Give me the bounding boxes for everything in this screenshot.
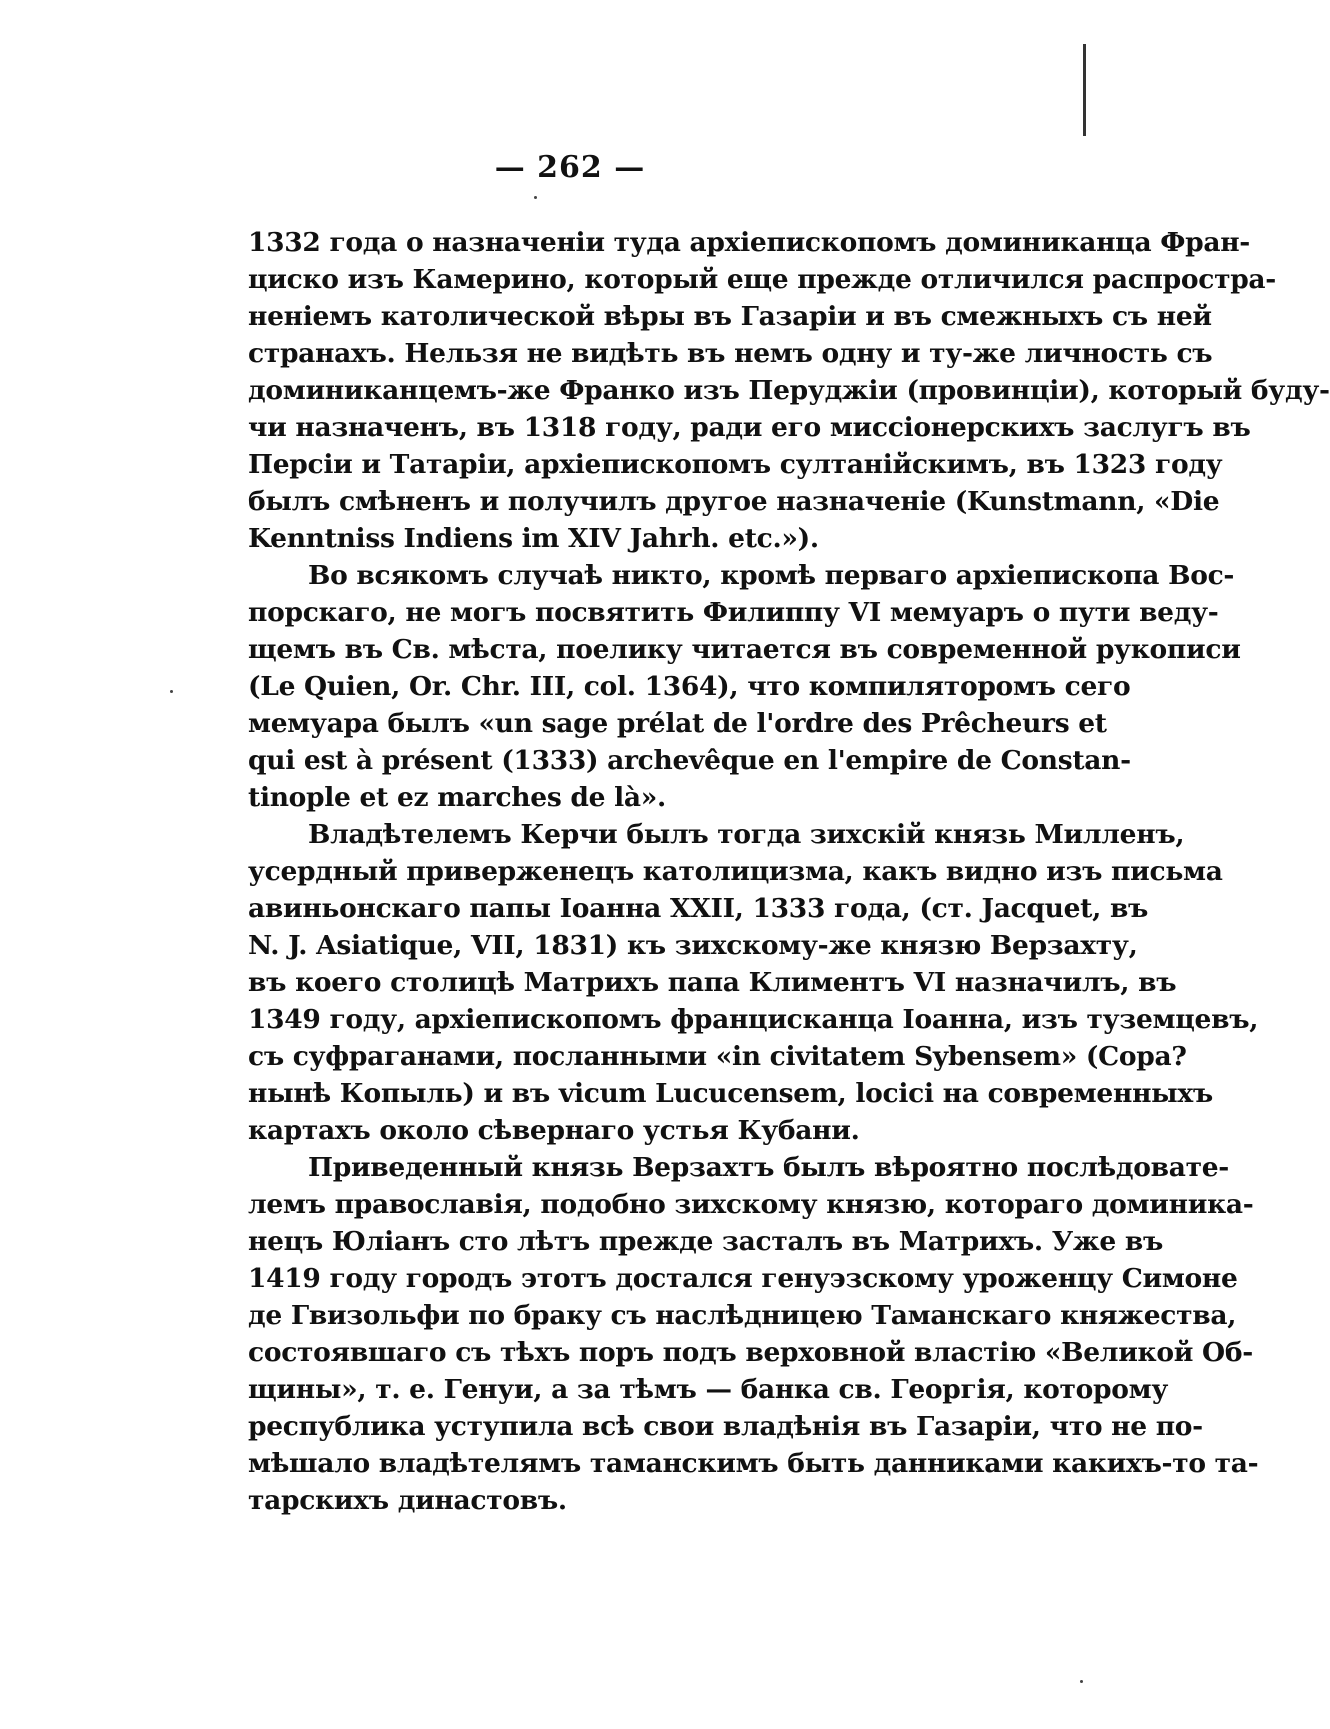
- text-line: съ суфраганами, посланными «in civitatem Sybensem» (Сора?: [248, 1041, 1187, 1072]
- text-line: тарскихъ династовъ.: [248, 1485, 567, 1516]
- ink-speck: [170, 690, 173, 693]
- text-line: былъ смѣненъ и получилъ другое назначеніе (Kunstmann, «Die: [248, 486, 1220, 517]
- text-line: неніемъ католической вѣры въ Газаріи и въ смежныхъ съ ней: [248, 301, 1212, 332]
- body-text: [248, 224, 1330, 1519]
- text-line: доминиканцемъ-же Франко изъ Перуджіи (провинціи), который буду-: [248, 375, 1330, 406]
- text-line: 1332 года о назначеніи туда архіепископомъ доминиканца Фран-: [248, 227, 1250, 258]
- text-line: порскаго, не могъ посвятить Филиппу VI мемуаръ о пути веду-: [248, 597, 1219, 628]
- text-line: республика уступила всѣ свои владѣнія въ Газаріи, что не по-: [248, 1411, 1203, 1442]
- text-line: картахъ около сѣвернаго устья Кубани.: [248, 1115, 860, 1146]
- text-line: tinople et ez marches de là».: [248, 782, 666, 813]
- text-line: состоявшаго съ тѣхъ поръ подъ верховной властію «Великой Об-: [248, 1337, 1253, 1368]
- text-line: мемуара былъ «un sage prélat de l'ordre des Prêcheurs et: [248, 708, 1107, 739]
- text-line: Во всякомъ случаѣ никто, кромѣ перваго архіепископа Вос-: [308, 560, 1235, 591]
- text-line: Владѣтелемъ Керчи былъ тогда зихскій князь Милленъ,: [308, 819, 1185, 850]
- text-line: Приведенный князь Верзахтъ былъ вѣроятно послѣдовате-: [308, 1152, 1229, 1183]
- page-number: — 262 —: [494, 150, 646, 185]
- ink-speck: [1080, 1680, 1083, 1683]
- text-line: щины», т. е. Генуи, а за тѣмъ — банка св. Георгія, которому: [248, 1374, 1169, 1405]
- text-line: чи назначенъ, въ 1318 году, ради его миссіонерскихъ заслугъ въ: [248, 412, 1251, 443]
- ink-speck: [534, 196, 537, 199]
- text-line: де Гвизольфи по браку съ наслѣдницею Таманскаго княжества,: [248, 1300, 1237, 1331]
- text-line: лемъ православія, подобно зихскому князю, котораго доминика-: [248, 1189, 1254, 1220]
- text-line: N. J. Asiatique, VII, 1831) къ зихскому-же князю Верзахту,: [248, 930, 1138, 961]
- text-line: (Le Quien, Or. Chr. III, col. 1364), что компиляторомъ сего: [248, 671, 1131, 702]
- text-line: въ коего столицѣ Матрихъ папа Климентъ VI назначилъ, въ: [248, 967, 1177, 998]
- text-line: 1349 году, архіепископомъ францисканца Іоанна, изъ туземцевъ,: [248, 1004, 1259, 1035]
- text-line: мѣшало владѣтелямъ таманскимъ быть данниками какихъ-то та-: [248, 1448, 1259, 1479]
- text-line: нынѣ Копыль) и въ vicum Lucucensem, loсісі на современныхъ: [248, 1078, 1213, 1109]
- text-line: Персіи и Татаріи, архіепископомъ султанійскимъ, въ 1323 году: [248, 449, 1223, 480]
- text-line: нецъ Юліанъ сто лѣтъ прежде засталъ въ Матрихъ. Уже въ: [248, 1226, 1164, 1257]
- text-line: щемъ въ Св. мѣста, поелику читается въ современной рукописи: [248, 634, 1241, 665]
- text-line: Kenntniss Indiens im XIV Jahrh. etc.»).: [248, 523, 819, 554]
- text-line: авиньонскаго папы Іоанна XXII, 1333 года, (ст. Jacquet, въ: [248, 893, 1149, 924]
- text-line: циско изъ Камерино, который еще прежде отличился распростра-: [248, 264, 1276, 295]
- page-edge-rule: [1083, 44, 1086, 136]
- text-line: усердный приверженецъ католицизма, какъ видно изъ письма: [248, 856, 1223, 887]
- text-line: qui est à présent (1333) archevêque en l'empire de Constan-: [248, 745, 1131, 776]
- text-line: 1419 году городъ этотъ достался генуэзскому уроженцу Симоне: [248, 1263, 1238, 1294]
- text-line: странахъ. Нельзя не видѣть въ немъ одну и ту-же личность съ: [248, 338, 1213, 369]
